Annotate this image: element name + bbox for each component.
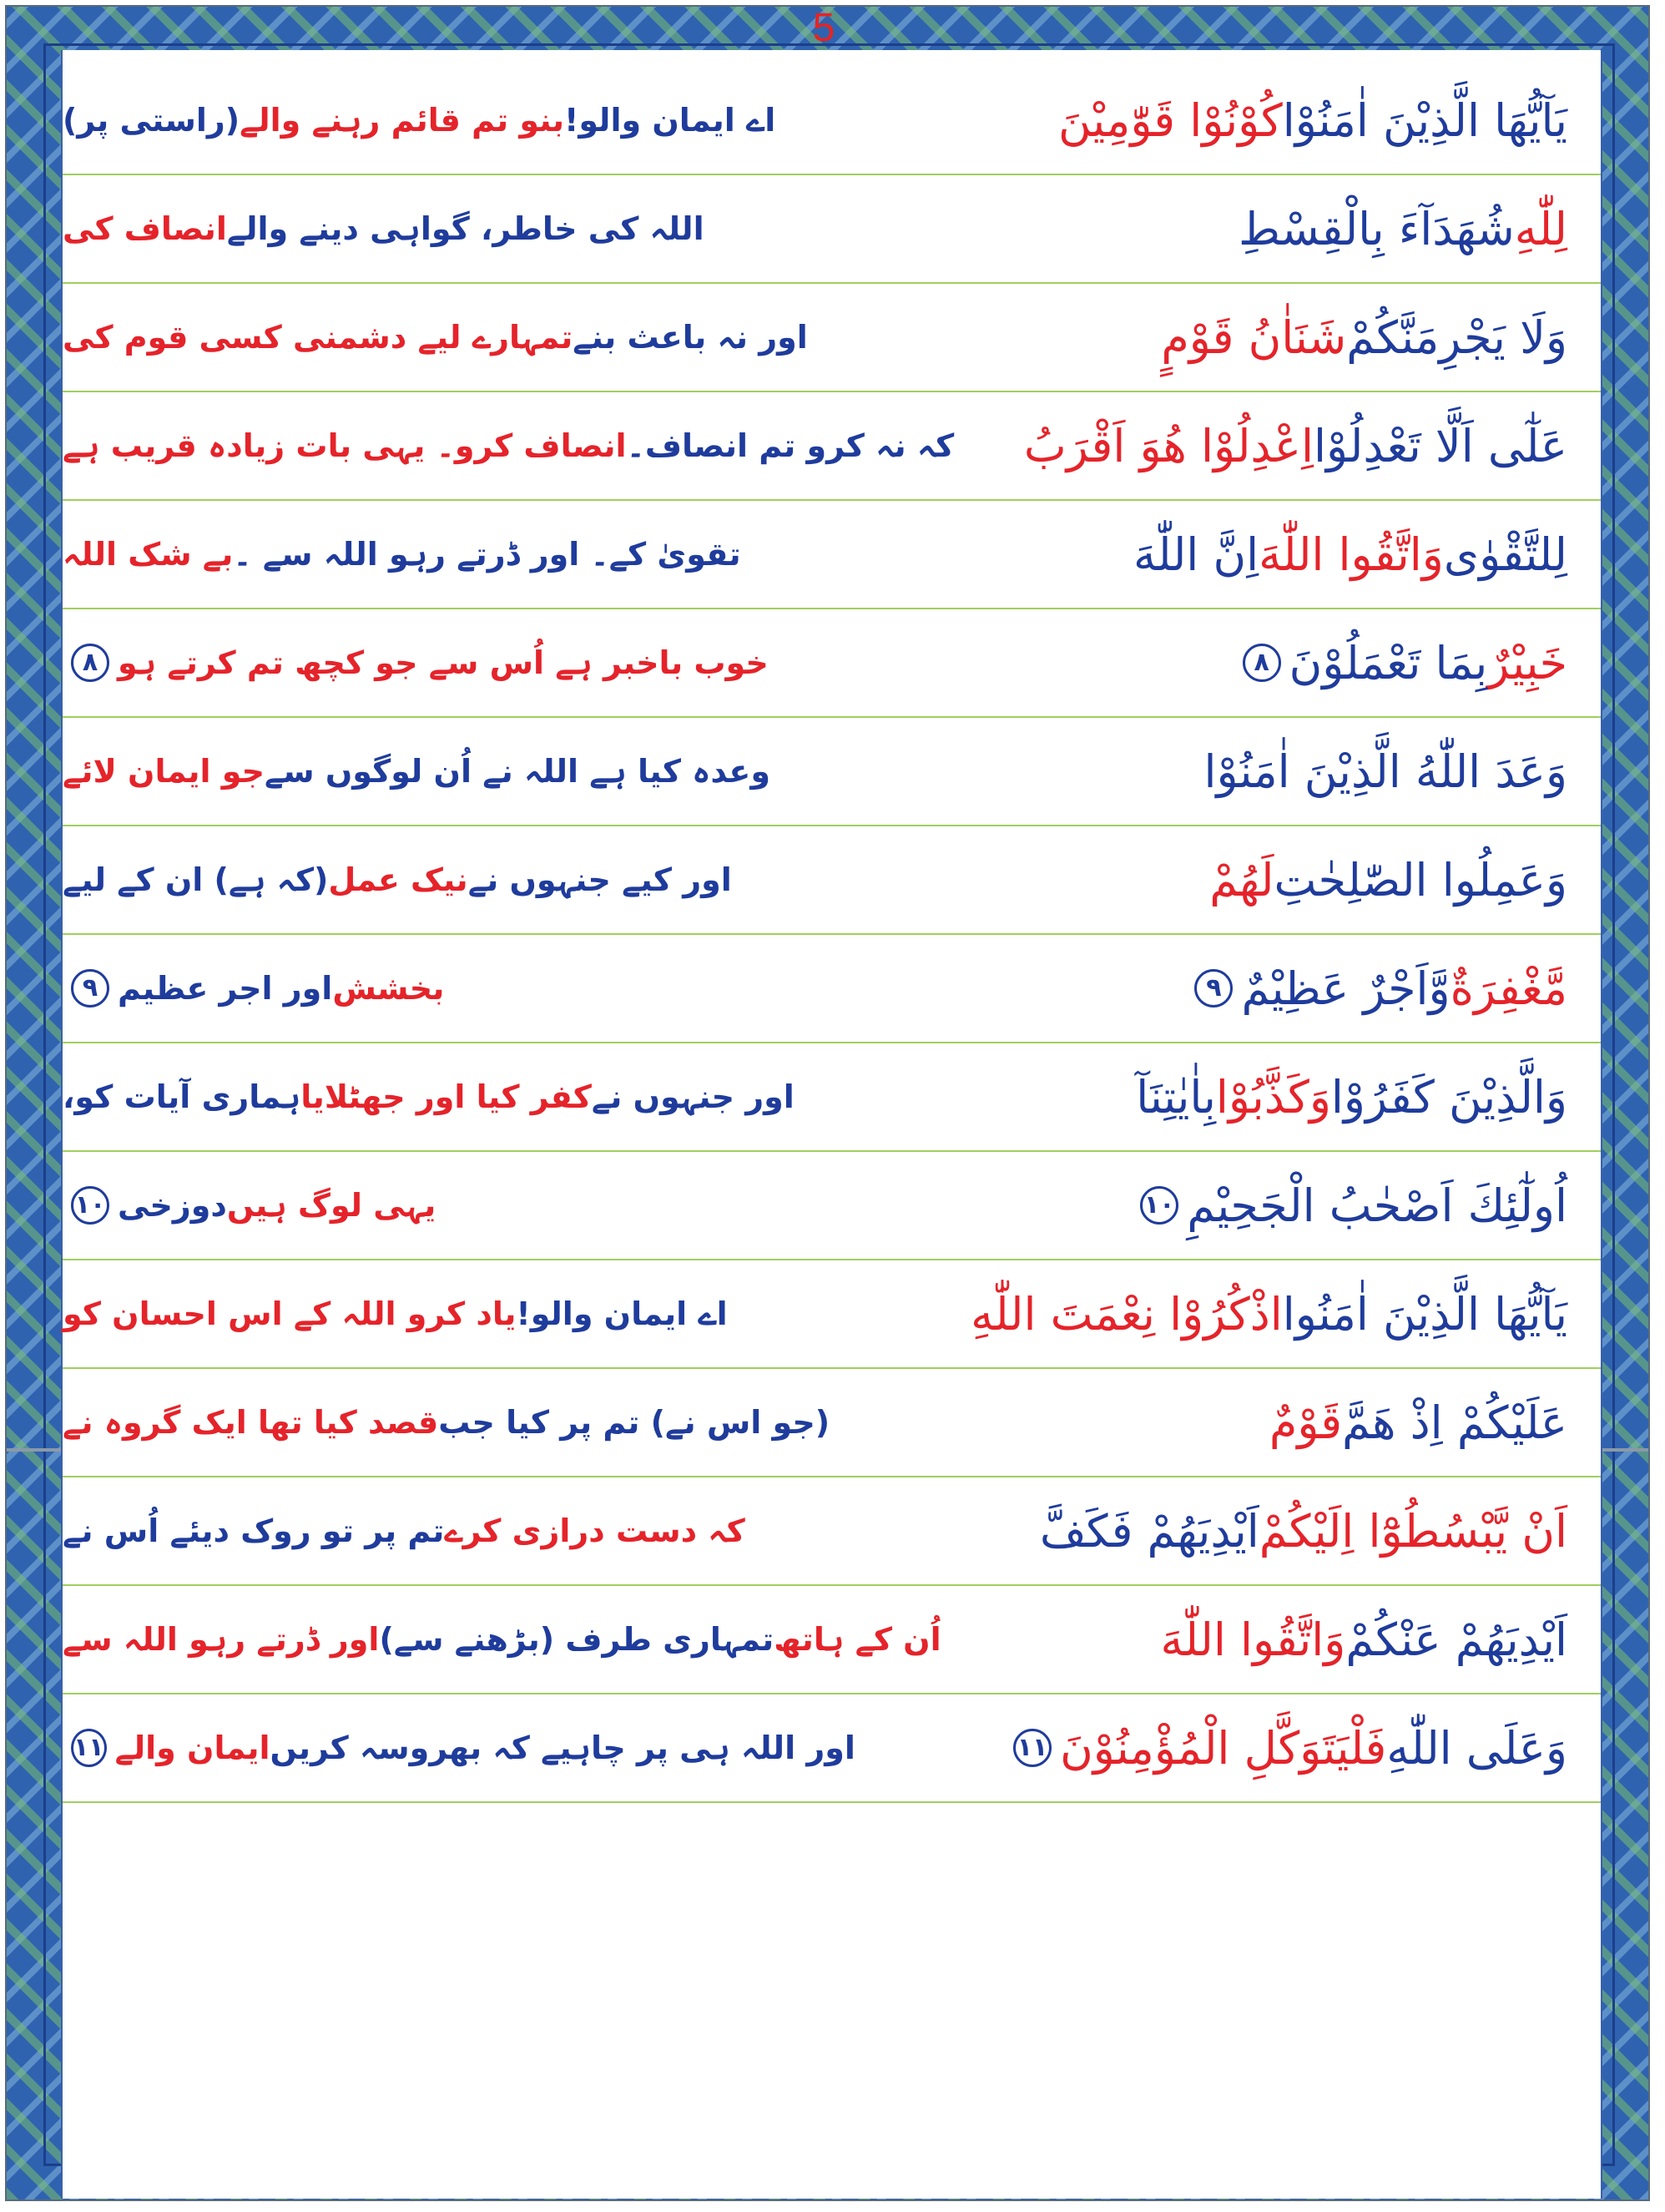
- urdu-translation: [63, 67, 789, 174]
- verse-row: [63, 284, 1601, 392]
- verse-row: [63, 1043, 1601, 1152]
- verse-row: [63, 1152, 1601, 1260]
- urdu-translation: [63, 392, 955, 499]
- translation-segment: اور نہ باعث بنے: [573, 319, 808, 356]
- arabic-segment: اِنَّ اللّٰهَ: [1133, 528, 1259, 581]
- arabic-verse-text: [789, 1694, 1601, 1801]
- arabic-segment: اِعْدِلُوْا هُوَ اَقْرَبُ: [1023, 419, 1314, 472]
- verse-row: [63, 826, 1601, 935]
- ayah-number-marker: ٨: [1243, 644, 1281, 682]
- translation-segment: (جو اس نے) تم پر کیا جب: [438, 1404, 830, 1441]
- arabic-verse-text: [789, 609, 1601, 716]
- verse-row: [63, 67, 1601, 175]
- urdu-translation: [63, 935, 789, 1042]
- translation-segment: اُن کے ہاتھ: [774, 1621, 941, 1658]
- arabic-verse-text: [789, 392, 1601, 499]
- urdu-translation: [63, 1152, 789, 1259]
- arabic-segment: عَلٰٓى اَلَّا تَعْدِلُوْا: [1313, 419, 1567, 472]
- arabic-segment: اُولٰٓئِكَ اَصْحٰبُ الْجَحِيْمِ: [1187, 1179, 1567, 1232]
- urdu-translation: [63, 1477, 789, 1584]
- ayah-number-marker: ٨: [71, 644, 109, 682]
- verse-rows: [63, 67, 1601, 1803]
- translation-segment: بخشش: [332, 970, 445, 1007]
- arabic-segment: وَعَلَى اللّٰهِ: [1386, 1721, 1567, 1775]
- arabic-verse-text: [789, 1152, 1601, 1259]
- verse-row: [63, 1260, 1601, 1369]
- translation-segment: اے ایمان والو!: [516, 1295, 728, 1332]
- arabic-segment: وَعَدَ اللّٰهُ الَّذِيْنَ اٰمَنُوْا: [1203, 745, 1567, 798]
- arabic-segment: اَنْ يَّبْسُطُوْٓا اِلَيْكُمْ: [1259, 1504, 1567, 1558]
- ayah-number-marker: ١١: [71, 1729, 107, 1767]
- translation-segment: تقویٰ کے۔ اور ڈرتے رہو اللہ سے ۔: [233, 536, 741, 573]
- arabic-segment: وَالَّذِيْنَ كَفَرُوْا: [1330, 1070, 1567, 1124]
- urdu-translation: [63, 501, 789, 608]
- translation-segment: وعدہ کیا ہے اللہ نے اُن لوگوں سے: [264, 753, 770, 790]
- arabic-segment: لَهُمْ: [1209, 853, 1274, 907]
- arabic-segment: وَكَذَّبُوْا: [1215, 1070, 1331, 1124]
- urdu-translation: [63, 1369, 830, 1476]
- arabic-segment: شُهَدَآءَ بِالْقِسْطِ: [1238, 202, 1515, 255]
- arabic-segment: كُوْنُوْا قَوّٰمِيْنَ: [1058, 93, 1283, 147]
- arabic-verse-text: [789, 718, 1601, 825]
- translation-segment: انصاف کرو۔ یہی بات زیادہ قریب ہے: [63, 427, 627, 464]
- translation-segment: بے شک اللہ: [63, 536, 234, 573]
- arabic-segment: يَآيُّهَا الَّذِيْنَ اٰمَنُوا: [1282, 1287, 1567, 1341]
- arabic-verse-text: [789, 1369, 1601, 1476]
- arabic-segment: اذْكُرُوْا نِعْمَتَ اللّٰهِ: [971, 1287, 1283, 1341]
- arabic-segment: لِلّٰهِ: [1514, 202, 1567, 255]
- translation-segment: نیک عمل: [328, 861, 468, 898]
- arabic-segment: خَبِيْرٌ: [1487, 636, 1567, 689]
- translation-segment: یہی لوگ ہیں: [226, 1187, 436, 1224]
- ayah-number-marker: ١٠: [1140, 1186, 1178, 1225]
- arabic-verse-text: [789, 1260, 1601, 1367]
- ayah-number-marker: ٩: [1194, 969, 1233, 1008]
- urdu-translation: [63, 718, 789, 825]
- urdu-translation: [63, 1043, 795, 1150]
- verse-row: [63, 609, 1601, 718]
- arabic-segment: مَّغْفِرَةٌ: [1450, 962, 1567, 1015]
- arabic-verse-text: [789, 935, 1601, 1042]
- verse-row: [63, 1586, 1601, 1694]
- translation-segment: دوزخی: [118, 1187, 227, 1224]
- translation-segment: اللہ کی خاطر، گواہی دینے والے: [226, 210, 704, 247]
- urdu-translation: [63, 1694, 855, 1801]
- arabic-verse-text: [789, 1043, 1601, 1150]
- translation-segment: جو ایمان لائے: [63, 753, 265, 790]
- verse-row: [63, 935, 1601, 1043]
- urdu-translation: [63, 1586, 941, 1693]
- verse-row: [63, 175, 1601, 284]
- translation-segment: یاد کرو اللہ کے اس احسان کو: [63, 1295, 517, 1332]
- translation-segment: اور اجر عظیم: [118, 970, 333, 1007]
- page-number: 5: [812, 6, 835, 50]
- ayah-number-marker: ٩: [71, 969, 109, 1008]
- translation-segment: ایمان والے: [114, 1730, 270, 1766]
- arabic-segment: وَّاَجْرٌ عَظِيْمٌ: [1241, 962, 1451, 1015]
- translation-segment: قصد کیا تھا ایک گروہ نے: [63, 1404, 439, 1441]
- translation-segment: اور ڈرتے رہو اللہ سے: [63, 1621, 380, 1658]
- arabic-segment: وَاتَّقُوا اللّٰهَ: [1160, 1613, 1346, 1666]
- translation-segment: تمہاری طرف (بڑھنے سے): [379, 1621, 774, 1658]
- urdu-translation: [63, 609, 789, 716]
- translation-segment: تمہارے لیے دشمنی کسی قوم کی: [63, 319, 573, 356]
- translation-segment: (کہ ہے) ان کے لیے: [63, 861, 329, 898]
- urdu-translation: [63, 175, 789, 282]
- translation-segment: تم پر تو روک دیئے اُس نے: [63, 1513, 445, 1549]
- arabic-segment: وَعَمِلُوا الصّٰلِحٰتِ: [1274, 853, 1567, 907]
- translation-segment: بنو تم قائم رہنے والے: [240, 102, 565, 139]
- arabic-verse-text: [789, 175, 1601, 282]
- translation-segment: کہ نہ کرو تم انصاف۔: [626, 427, 955, 464]
- arabic-segment: وَاتَّقُوا اللّٰهَ: [1259, 528, 1444, 581]
- arabic-verse-text: [789, 826, 1601, 933]
- translation-segment: اور اللہ ہی پر چاہیے کہ بھروسہ کریں: [270, 1730, 855, 1766]
- translation-segment: (راستی پر): [63, 102, 240, 139]
- arabic-segment: بِمَا تَعْمَلُوْنَ: [1289, 636, 1488, 689]
- arabic-segment: فَلْيَتَوَكَّلِ الْمُؤْمِنُوْنَ: [1060, 1721, 1387, 1775]
- arabic-segment: لِلتَّقْوٰى: [1443, 528, 1567, 581]
- arabic-segment: يَآيُّهَا الَّذِيْنَ اٰمَنُوْا: [1282, 93, 1567, 147]
- translation-segment: اور کیے جنہوں نے: [467, 861, 732, 898]
- arabic-verse-text: [789, 501, 1601, 608]
- verse-row: [63, 392, 1601, 501]
- verse-row: [63, 1369, 1601, 1477]
- arabic-segment: شَنَاٰنُ قَوْمٍ: [1161, 311, 1347, 364]
- arabic-segment: اَيْدِيَهُمْ عَنْكُمْ: [1345, 1613, 1567, 1666]
- urdu-translation: [63, 284, 808, 391]
- arabic-verse-text: [789, 284, 1601, 391]
- arabic-segment: قَوْمٌ: [1269, 1396, 1343, 1449]
- translation-segment: اے ایمان والو!: [564, 102, 776, 139]
- urdu-translation: [63, 1260, 789, 1367]
- translation-segment: اور جنہوں نے: [591, 1078, 795, 1115]
- translation-segment: ہماری آیات کو،: [63, 1078, 301, 1115]
- ayah-number-marker: ١٠: [71, 1186, 109, 1225]
- translation-segment: خوب باخبر ہے اُس سے جو کچھ تم کرتے ہو: [118, 644, 769, 681]
- arabic-verse-text: [789, 1477, 1601, 1584]
- verse-row: [63, 501, 1601, 609]
- ayah-number-marker: ١١: [1013, 1729, 1052, 1767]
- translation-segment: کفر کیا اور جھٹلایا: [300, 1078, 592, 1115]
- verse-row: [63, 1477, 1601, 1586]
- translation-segment: انصاف کی: [63, 210, 227, 247]
- page-content: [61, 50, 1602, 2199]
- urdu-translation: [63, 826, 789, 933]
- arabic-segment: وَلَا يَجْرِمَنَّكُمْ: [1346, 311, 1567, 364]
- translation-segment: کہ دست درازی کرے: [444, 1513, 745, 1549]
- verse-row: [63, 1694, 1601, 1803]
- arabic-verse-text: [789, 67, 1601, 174]
- verse-row: [63, 718, 1601, 826]
- arabic-segment: بِاٰيٰتِنَآ: [1136, 1070, 1216, 1124]
- arabic-segment: اَيْدِيَهُمْ فَكَفَّ: [1039, 1504, 1259, 1558]
- arabic-verse-text: [789, 1586, 1601, 1693]
- arabic-segment: عَلَيْكُمْ اِذْ هَمَّ: [1342, 1396, 1567, 1449]
